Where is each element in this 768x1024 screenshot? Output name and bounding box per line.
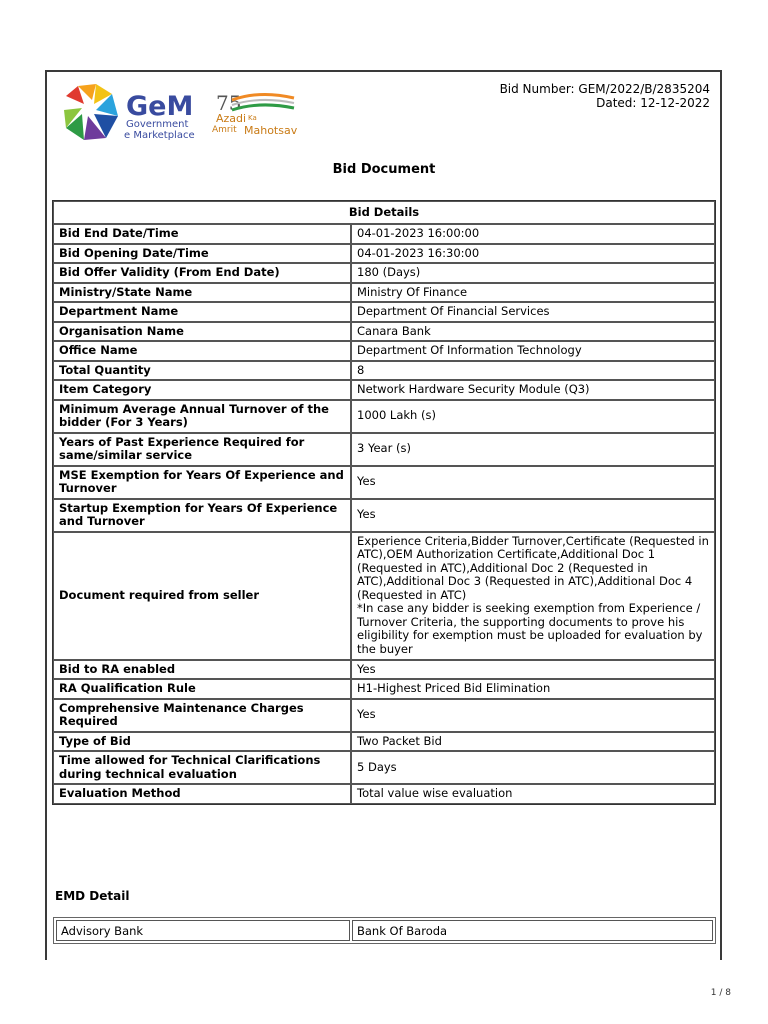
emd-row-value: Bank Of Baroda xyxy=(352,920,713,941)
table-row xyxy=(53,532,715,660)
table-row xyxy=(56,920,713,941)
row-value-text: Experience Criteria,Bidder Turnover,Certificate (Requested in ATC),OEM Authorization Certificate,Additional Doc 1 (Requested in ATC),Additional Doc 2 (Requested in ATC),Additional Doc 3 (Requested in ATC),Additional Doc 4 (Requested in ATC) xyxy=(357,533,709,602)
row-value xyxy=(351,532,715,660)
bid-details-heading: Bid Details xyxy=(53,201,715,224)
emd-detail-table xyxy=(53,917,716,944)
row-value: Department Of Information Technology xyxy=(351,341,715,361)
table-row xyxy=(53,361,715,381)
row-label: Type of Bid xyxy=(53,732,351,752)
row-value: Ministry Of Finance xyxy=(351,283,715,303)
table-row xyxy=(53,466,715,499)
gem-logo-name: GeM xyxy=(126,91,194,122)
row-label: Minimum Average Annual Turnover of the bidder (For 3 Years) xyxy=(53,400,351,433)
table-row xyxy=(53,732,715,752)
table-row xyxy=(53,341,715,361)
table-row xyxy=(53,263,715,283)
azadi-logo xyxy=(210,90,300,136)
row-label: Bid End Date/Time xyxy=(53,224,351,244)
row-value: 3 Year (s) xyxy=(351,433,715,466)
row-label: Bid Opening Date/Time xyxy=(53,244,351,264)
row-value: Total value wise evaluation xyxy=(351,784,715,804)
row-label: Total Quantity xyxy=(53,361,351,381)
table-row xyxy=(53,224,715,244)
page-number: 1 / 8 xyxy=(710,988,731,998)
row-value: Department Of Financial Services xyxy=(351,302,715,322)
azadi-logo-line3: Mahotsav xyxy=(244,124,298,136)
row-value: 04-01-2023 16:00:00 xyxy=(351,224,715,244)
row-value: 8 xyxy=(351,361,715,381)
row-label: MSE Exemption for Years Of Experience and Turnover xyxy=(53,466,351,499)
gem-logo-line2: e Marketplace xyxy=(124,130,195,141)
row-value-note: *In case any bidder is seeking exemption from Experience / Turnover Criteria, the supporting documents to prove his eligibility for exemption must be uploaded for evaluation by the buyer xyxy=(357,601,703,656)
row-label: Ministry/State Name xyxy=(53,283,351,303)
table-row xyxy=(53,244,715,264)
row-value: Yes xyxy=(351,466,715,499)
table-row xyxy=(53,433,715,466)
row-value: Yes xyxy=(351,499,715,532)
row-label: Evaluation Method xyxy=(53,784,351,804)
table-row xyxy=(53,751,715,784)
row-value: Two Packet Bid xyxy=(351,732,715,752)
table-row xyxy=(53,400,715,433)
row-value: 5 Days xyxy=(351,751,715,784)
row-label: Years of Past Experience Required for same/similar service xyxy=(53,433,351,466)
table-row xyxy=(53,380,715,400)
row-value: Canara Bank xyxy=(351,322,715,342)
bid-details-table xyxy=(52,200,716,805)
row-value: 180 (Days) xyxy=(351,263,715,283)
row-label: Office Name xyxy=(53,341,351,361)
document-title: Bid Document xyxy=(332,162,436,177)
emd-row-label: Advisory Bank xyxy=(56,920,350,941)
row-label: Bid Offer Validity (From End Date) xyxy=(53,263,351,283)
bid-date: Dated: 12-12-2022 xyxy=(596,96,710,110)
row-value: Yes xyxy=(351,660,715,680)
row-value: 1000 Lakh (s) xyxy=(351,400,715,433)
row-label: RA Qualification Rule xyxy=(53,679,351,699)
bid-meta xyxy=(500,82,710,110)
azadi-logo-line1: Azadi xyxy=(216,112,247,125)
table-row xyxy=(53,679,715,699)
row-label: Time allowed for Technical Clarifications during technical evaluation xyxy=(53,751,351,784)
table-row xyxy=(53,283,715,303)
row-label: Department Name xyxy=(53,302,351,322)
gem-logo xyxy=(62,82,212,142)
azadi-logo-ka: Ka xyxy=(248,114,257,122)
table-row xyxy=(53,499,715,532)
table-row xyxy=(53,699,715,732)
row-value: Network Hardware Security Module (Q3) xyxy=(351,380,715,400)
table-row xyxy=(53,784,715,804)
table-row xyxy=(53,322,715,342)
gem-star-icon xyxy=(64,84,118,140)
row-label: Bid to RA enabled xyxy=(53,660,351,680)
flag-stripes-icon xyxy=(232,94,294,110)
row-label: Comprehensive Maintenance Charges Required xyxy=(53,699,351,732)
table-row xyxy=(53,660,715,680)
gem-logo-line1: Government xyxy=(126,119,189,130)
row-value: H1-Highest Priced Bid Elimination xyxy=(351,679,715,699)
row-value: Yes xyxy=(351,699,715,732)
row-label: Document required from seller xyxy=(53,532,351,660)
azadi-logo-number: 75 xyxy=(216,91,242,115)
table-row xyxy=(53,302,715,322)
row-value: 04-01-2023 16:30:00 xyxy=(351,244,715,264)
row-label: Item Category xyxy=(53,380,351,400)
bid-number: Bid Number: GEM/2022/B/2835204 xyxy=(499,82,710,96)
azadi-logo-line2: Amrit xyxy=(212,125,237,135)
row-label: Organisation Name xyxy=(53,322,351,342)
emd-detail-heading: EMD Detail xyxy=(55,889,130,903)
row-label: Startup Exemption for Years Of Experience and Turnover xyxy=(53,499,351,532)
